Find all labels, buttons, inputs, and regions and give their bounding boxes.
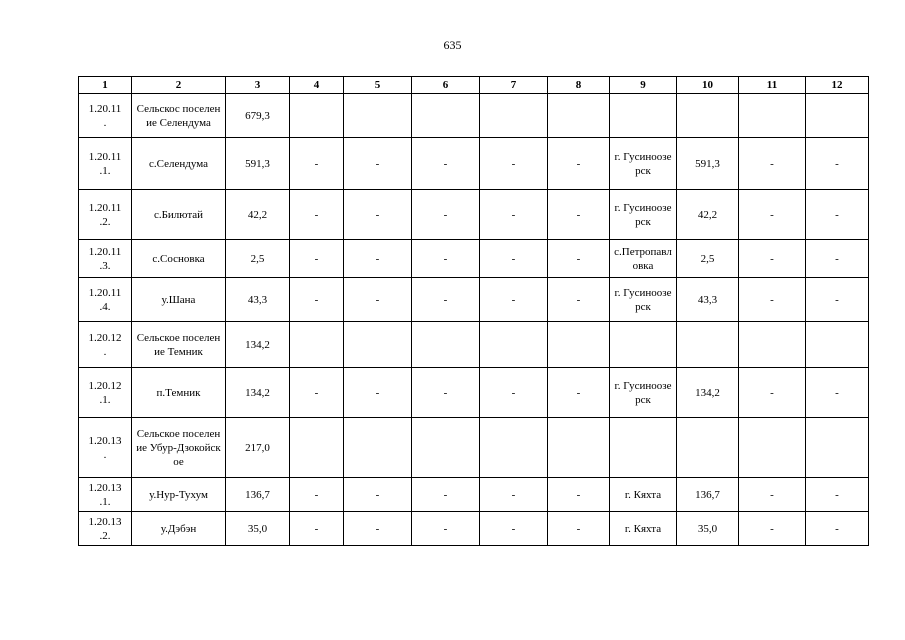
table-cell: -: [344, 190, 412, 240]
table-cell: -: [806, 278, 869, 322]
table-cell: г. Гусиноозерск: [610, 190, 677, 240]
table-cell: -: [548, 240, 610, 278]
table-cell: [480, 418, 548, 478]
header-cell: 2: [132, 77, 226, 94]
table-cell: -: [739, 512, 806, 546]
table-cell: [344, 418, 412, 478]
table-cell: -: [344, 240, 412, 278]
table-cell: -: [290, 138, 344, 190]
table-cell: у.Дэбэн: [132, 512, 226, 546]
table-cell: с.Сосновка: [132, 240, 226, 278]
table-cell: -: [344, 138, 412, 190]
table-cell: 134,2: [677, 368, 739, 418]
table-cell: 1.20.11 .1.: [79, 138, 132, 190]
table-cell: [610, 322, 677, 368]
table-cell: [677, 322, 739, 368]
table-row: [79, 278, 869, 322]
table-cell: -: [344, 368, 412, 418]
header-cell: 1: [79, 77, 132, 94]
table-cell: [806, 322, 869, 368]
table-cell: [412, 94, 480, 138]
table-cell: [412, 418, 480, 478]
table-cell: 1.20.13 .2.: [79, 512, 132, 546]
table-cell: -: [344, 478, 412, 512]
header-cell: 9: [610, 77, 677, 94]
table-cell: 35,0: [677, 512, 739, 546]
table-cell: -: [480, 138, 548, 190]
table-cell: 217,0: [226, 418, 290, 478]
table-cell: [548, 94, 610, 138]
table-cell: 42,2: [677, 190, 739, 240]
header-row: [79, 77, 869, 94]
table-cell: -: [739, 368, 806, 418]
header-cell: 4: [290, 77, 344, 94]
table-row: [79, 240, 869, 278]
table-cell: -: [548, 138, 610, 190]
table-row: [79, 322, 869, 368]
table-cell: г. Кяхта: [610, 512, 677, 546]
table-cell: 43,3: [677, 278, 739, 322]
table-row: [79, 418, 869, 478]
header-cell: 6: [412, 77, 480, 94]
header-cell: 10: [677, 77, 739, 94]
table-cell: [548, 322, 610, 368]
table-cell: г. Кяхта: [610, 478, 677, 512]
table-cell: Сельское поселение Убур-Дзокойское: [132, 418, 226, 478]
table-row: [79, 138, 869, 190]
table-cell: у.Нур-Тухум: [132, 478, 226, 512]
table-cell: [480, 94, 548, 138]
table-cell: -: [739, 190, 806, 240]
table-cell: -: [480, 278, 548, 322]
table-cell: -: [344, 512, 412, 546]
table-cell: -: [480, 478, 548, 512]
table-cell: -: [548, 478, 610, 512]
table-cell: 1.20.12 .: [79, 322, 132, 368]
table-cell: -: [344, 278, 412, 322]
table-cell: [677, 418, 739, 478]
table-cell: 35,0: [226, 512, 290, 546]
table-cell: г. Гусиноозерск: [610, 368, 677, 418]
table-cell: 1.20.11 .2.: [79, 190, 132, 240]
table-cell: 43,3: [226, 278, 290, 322]
table-cell: [548, 418, 610, 478]
table-cell: п.Темник: [132, 368, 226, 418]
header-cell: 7: [480, 77, 548, 94]
table-cell: -: [290, 240, 344, 278]
table-cell: 134,2: [226, 322, 290, 368]
table-cell: [610, 94, 677, 138]
header-cell: 3: [226, 77, 290, 94]
table-cell: [344, 322, 412, 368]
table-cell: Сельское поселение Темник: [132, 322, 226, 368]
table-cell: с.Билютай: [132, 190, 226, 240]
table-cell: -: [739, 478, 806, 512]
table-cell: 679,3: [226, 94, 290, 138]
table-cell: -: [480, 512, 548, 546]
table-cell: 2,5: [677, 240, 739, 278]
header-cell: 8: [548, 77, 610, 94]
settlements-table: [78, 76, 869, 546]
table-cell: -: [290, 512, 344, 546]
table-cell: [480, 322, 548, 368]
table-cell: с.Селендума: [132, 138, 226, 190]
table-cell: -: [290, 478, 344, 512]
table-cell: -: [548, 368, 610, 418]
table-row: [79, 94, 869, 138]
table-cell: 1.20.11 .4.: [79, 278, 132, 322]
table-cell: [806, 418, 869, 478]
table-cell: -: [806, 190, 869, 240]
table-cell: 2,5: [226, 240, 290, 278]
table-cell: -: [739, 138, 806, 190]
table-cell: 42,2: [226, 190, 290, 240]
table-cell: -: [480, 368, 548, 418]
table-cell: 1.20.11 .3.: [79, 240, 132, 278]
table-cell: [677, 94, 739, 138]
table-cell: 136,7: [226, 478, 290, 512]
table-cell: -: [480, 190, 548, 240]
page-number: 635: [443, 38, 462, 52]
table-cell: -: [412, 190, 480, 240]
table-cell: г. Гусиноозерск: [610, 138, 677, 190]
table-cell: -: [806, 138, 869, 190]
table-body: [79, 94, 869, 546]
table-cell: -: [739, 278, 806, 322]
table-cell: г. Гусиноозерск: [610, 278, 677, 322]
table-cell: -: [806, 478, 869, 512]
table-cell: -: [412, 512, 480, 546]
table-cell: Сельскос поселение Селендума: [132, 94, 226, 138]
table-cell: -: [739, 240, 806, 278]
table-cell: [412, 322, 480, 368]
table-cell: -: [290, 190, 344, 240]
table-row: [79, 190, 869, 240]
table-cell: -: [480, 240, 548, 278]
header-cell: 12: [806, 77, 869, 94]
table-row: [79, 478, 869, 512]
table-cell: [290, 322, 344, 368]
table-cell: 591,3: [677, 138, 739, 190]
table-cell: -: [412, 138, 480, 190]
table-cell: 591,3: [226, 138, 290, 190]
table-cell: -: [290, 368, 344, 418]
table-cell: 1.20.13 .: [79, 418, 132, 478]
table-cell: -: [412, 240, 480, 278]
table-cell: -: [806, 240, 869, 278]
table-cell: -: [412, 278, 480, 322]
table-cell: -: [290, 278, 344, 322]
table-cell: -: [806, 512, 869, 546]
table-row: [79, 368, 869, 418]
table-cell: 1.20.11 .: [79, 94, 132, 138]
table-cell: [739, 322, 806, 368]
table-cell: -: [548, 278, 610, 322]
table-cell: [610, 418, 677, 478]
table-cell: [344, 94, 412, 138]
table-cell: у.Шана: [132, 278, 226, 322]
table-cell: [290, 94, 344, 138]
table-cell: [806, 94, 869, 138]
table-cell: 1.20.12 .1.: [79, 368, 132, 418]
table-cell: -: [548, 512, 610, 546]
table-cell: с.Петропавловка: [610, 240, 677, 278]
table-cell: -: [412, 478, 480, 512]
table-cell: 1.20.13 .1.: [79, 478, 132, 512]
table-cell: [290, 418, 344, 478]
table-cell: 136,7: [677, 478, 739, 512]
table-cell: -: [412, 368, 480, 418]
table-row: [79, 512, 869, 546]
header-cell: 5: [344, 77, 412, 94]
table-cell: 134,2: [226, 368, 290, 418]
table-cell: [739, 94, 806, 138]
table-cell: -: [548, 190, 610, 240]
table-cell: [739, 418, 806, 478]
header-cell: 11: [739, 77, 806, 94]
table-cell: -: [806, 368, 869, 418]
